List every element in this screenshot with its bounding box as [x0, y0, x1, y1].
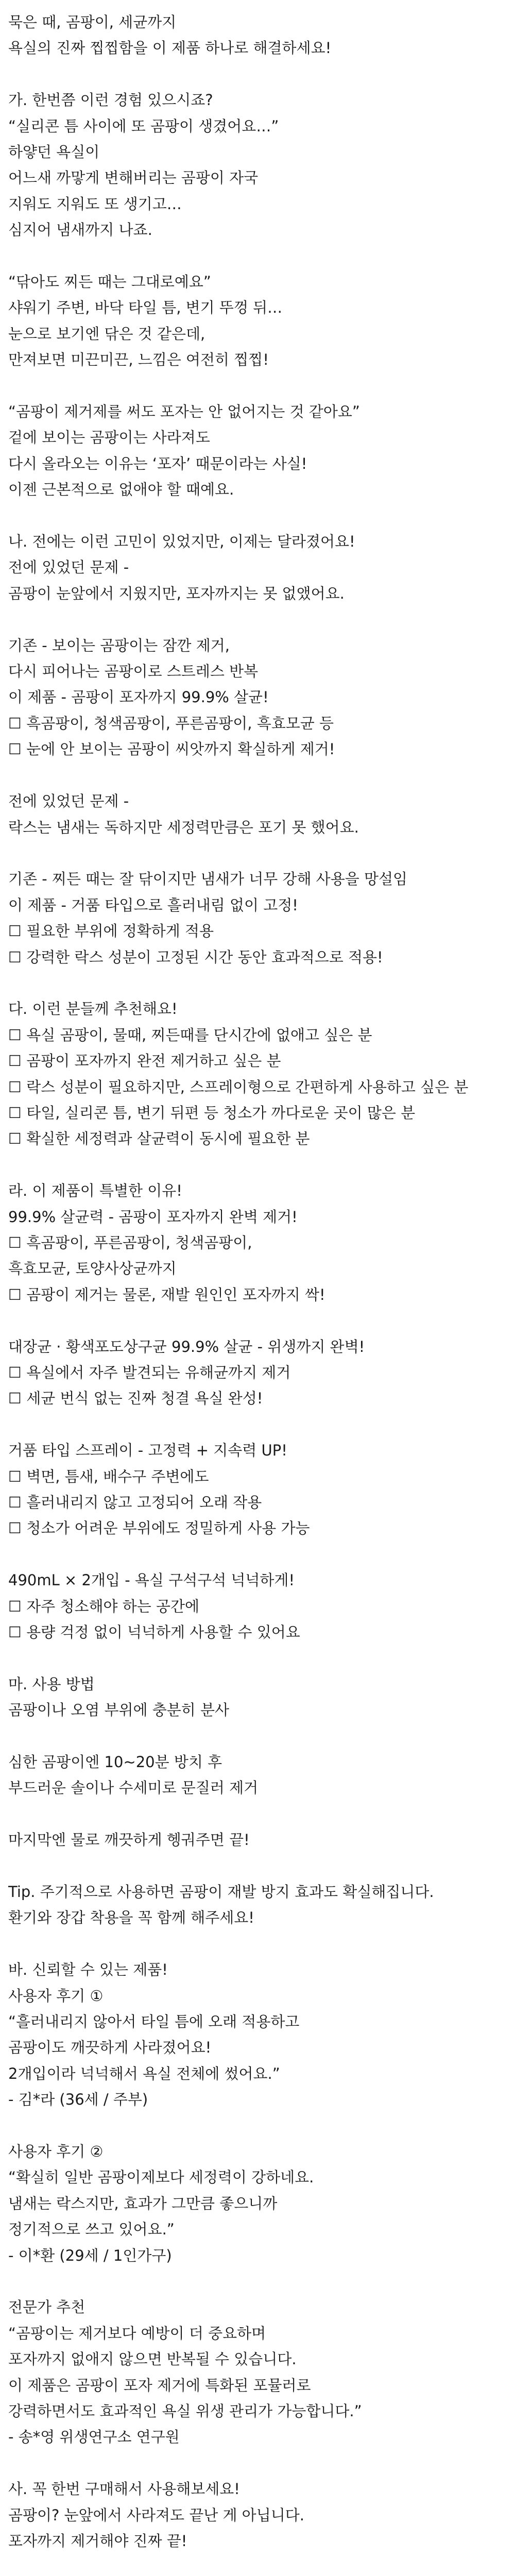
- section-sa-block: [8, 2476, 507, 2554]
- body-text: 지워도 지워도 또 생기고…: [8, 195, 182, 213]
- feature-title: 490mL × 2개입 - 욕실 구석구석 넉넉하게!: [8, 1571, 295, 1589]
- section-ba-block: [8, 1957, 507, 2112]
- feature-title: 거품 타입 스프레이 - 고정력 + 지속력 UP!: [8, 1442, 287, 1460]
- feature-block: [8, 1334, 507, 1412]
- section-heading: 나. 전에는 이런 고민이 있었지만, 이제는 달라졌어요!: [8, 533, 355, 551]
- feature-block: [8, 1437, 507, 1541]
- expert-quote: 강력하면서도 효과적인 욕실 위생 관리가 가능합니다.”: [8, 2402, 362, 2420]
- body-text: 포자까지 제거해야 진짜 끝!: [8, 2532, 187, 2550]
- body-text: 심지어 냄새까지 나죠.: [8, 221, 152, 239]
- expert-recommendation-block: [8, 2294, 507, 2450]
- body-text: 다시 피어나는 곰팡이로 스트레스 반복: [8, 663, 259, 681]
- checklist-item: ☐ 눈에 안 보이는 곰팡이 씨앗까지 확실하게 제거!: [8, 740, 335, 758]
- review-quote: 냄새는 락스지만, 효과가 그만큼 좋으니까: [8, 2194, 278, 2212]
- review-quote: “흘러내리지 않아서 타일 틈에 오래 적용하고: [8, 2013, 300, 2031]
- checklist-item: ☐ 곰팡이 제거는 물론, 재발 원인인 포자까지 싹!: [8, 1285, 325, 1303]
- review-quote: 2개입이라 넉넉해서 욕실 전체에 썼어요.”: [8, 2064, 280, 2082]
- feature-title: 대장균 · 황색포도상구균 99.9% 살균 - 위생까지 완벽!: [8, 1337, 365, 1355]
- checklist-item: ☐ 세균 번식 없는 진짜 청결 욕실 완성!: [8, 1389, 263, 1408]
- section-ga-block: [8, 87, 507, 243]
- review-block: [8, 2139, 507, 2268]
- body-text: 곰팡이 눈앞에서 지웠지만, 포자까지는 못 없앴어요.: [8, 584, 345, 602]
- experience-block: [8, 269, 507, 373]
- body-text: 눈으로 보기엔 닦은 것 같은데,: [8, 325, 205, 343]
- checklist-item: ☐ 흘러내리지 않고 고정되어 오래 작용: [8, 1493, 262, 1511]
- body-text: 하얗던 욕실이: [8, 143, 100, 161]
- section-ma-block: [8, 1671, 507, 1723]
- problem-label: 전에 있었던 문제 -: [8, 792, 129, 810]
- comparison-before: 기존 - 찌든 때는 잘 닦이지만 냄새가 너무 강해 사용을 망설임: [8, 870, 407, 888]
- usage-block: [8, 1827, 507, 1853]
- checklist-item-continuation: 흑효모균, 토양사상균까지: [8, 1260, 177, 1278]
- checklist-item: ☐ 벽면, 틈새, 배수구 주변에도: [8, 1467, 209, 1485]
- comparison-block: [8, 633, 507, 762]
- checklist-item: ☐ 곰팡이 포자까지 완전 제거하고 싶은 분: [8, 1052, 281, 1070]
- review-title: 사용자 후기 ①: [8, 1987, 104, 2005]
- feature-title: 99.9% 살균력 - 곰팡이 포자까지 완벽 제거!: [8, 1208, 298, 1226]
- checklist-item: ☐ 욕실 곰팡이, 물때, 찌든때를 단시간에 없애고 싶은 분: [8, 1026, 372, 1044]
- checklist-item: ☐ 용량 걱정 없이 넉넉하게 사용할 수 있어요: [8, 1623, 300, 1641]
- checklist-item: ☐ 자주 청소해야 하는 공간에: [8, 1597, 200, 1615]
- review-author: - 김*라 (36세 / 주부): [8, 2091, 148, 2109]
- tip-block: [8, 1879, 507, 1931]
- intro-headline-block: [8, 9, 507, 61]
- customer-quote: “실리콘 틈 사이에 또 곰팡이 생겼어요…”: [8, 117, 279, 135]
- section-heading: 마. 사용 방법: [8, 1675, 95, 1693]
- usage-step: 부드러운 솔이나 수세미로 문질러 제거: [8, 1779, 259, 1797]
- usage-step: 심한 곰팡이엔 10~20분 방치 후: [8, 1753, 222, 1771]
- review-quote: “확실히 일반 곰팡이제보다 세정력이 강하네요.: [8, 2168, 314, 2187]
- body-text: 샤워기 주변, 바닥 타일 틈, 변기 뚜껑 뒤…: [8, 299, 283, 317]
- experience-block: [8, 399, 507, 503]
- expert-quote: “곰팡이는 제거보다 예방이 더 중요하며: [8, 2324, 266, 2342]
- body-text: 이젠 근본적으로 없애야 할 때예요.: [8, 481, 234, 499]
- review-title: 사용자 후기 ②: [8, 2143, 104, 2161]
- section-ra-block: [8, 1178, 507, 1308]
- tip-text: Tip. 주기적으로 사용하면 곰팡이 재발 방지 효과도 확실해집니다.: [8, 1883, 434, 1901]
- headline-line: 욕실의 진짜 찝찝함을 이 제품 하나로 해결하세요!: [8, 39, 332, 57]
- expert-quote: 이 제품은 곰팡이 포자 제거에 특화된 포뮬러로: [8, 2376, 311, 2394]
- usage-block: [8, 1749, 507, 1801]
- customer-quote: “닦아도 찌든 때는 그대로예요”: [8, 273, 211, 291]
- body-text: 곰팡이? 눈앞에서 사라져도 끝난 게 아닙니다.: [8, 2506, 304, 2524]
- section-heading: 바. 신뢰할 수 있는 제품!: [8, 1961, 168, 1979]
- section-da-block: [8, 996, 507, 1151]
- section-heading: 사. 꼭 한번 구매해서 사용해보세요!: [8, 2480, 240, 2498]
- problem-label: 전에 있었던 문제 -: [8, 558, 129, 577]
- usage-step: 마지막엔 물로 깨끗하게 헹궈주면 끝!: [8, 1831, 250, 1849]
- expert-author: - 송*영 위생연구소 연구원: [8, 2428, 180, 2446]
- section-na-block: [8, 529, 507, 606]
- review-quote: 곰팡이도 깨끗하게 사라졌어요!: [8, 2039, 212, 2057]
- problem-block: [8, 788, 507, 840]
- checklist-item: ☐ 강력한 락스 성분이 고정된 시간 동안 효과적으로 적용!: [8, 948, 383, 966]
- comparison-after: 이 제품 - 곰팡이 포자까지 99.9% 살균!: [8, 688, 269, 706]
- headline-line: 묵은 때, 곰팡이, 세균까지: [8, 13, 177, 31]
- checklist-item: ☐ 흑곰팡이, 푸른곰팡이, 청색곰팡이,: [8, 1233, 252, 1251]
- usage-step: 곰팡이나 오염 부위에 충분히 분사: [8, 1701, 230, 1719]
- comparison-after: 이 제품 - 거품 타입으로 흘러내림 없이 고정!: [8, 896, 298, 914]
- review-quote: 정기적으로 쓰고 있어요.”: [8, 2221, 175, 2239]
- body-text: 만져보면 미끈미끈, 느낌은 여전히 찝찝!: [8, 351, 269, 369]
- checklist-item: ☐ 흑곰팡이, 청색곰팡이, 푸른곰팡이, 흑효모균 등: [8, 714, 334, 732]
- body-text: 겉에 보이는 곰팡이는 사라져도: [8, 429, 210, 447]
- tip-text: 환기와 장갑 착용을 꼭 함께 해주세요!: [8, 1909, 254, 1927]
- comparison-before: 기존 - 보이는 곰팡이는 잠깐 제거,: [8, 636, 230, 654]
- checklist-item: ☐ 필요한 부위에 정확하게 적용: [8, 922, 214, 940]
- review-author: - 이*환 (29세 / 1인가구): [8, 2246, 172, 2264]
- checklist-item: ☐ 타일, 실리콘 틈, 변기 뒤편 등 청소가 까다로운 곳이 많은 분: [8, 1104, 416, 1122]
- checklist-item: ☐ 청소가 어려운 부위에도 정밀하게 사용 가능: [8, 1519, 310, 1537]
- expert-title: 전문가 추천: [8, 2298, 85, 2316]
- section-heading: 라. 이 제품이 특별한 이유!: [8, 1182, 182, 1200]
- customer-quote: “곰팡이 제거제를 써도 포자는 안 없어지는 것 같아요”: [8, 403, 360, 421]
- checklist-item: ☐ 확실한 세정력과 살균력이 동시에 필요한 분: [8, 1130, 310, 1148]
- comparison-block: [8, 866, 507, 970]
- section-heading: 다. 이런 분들께 추천해요!: [8, 1000, 178, 1018]
- feature-block: [8, 1567, 507, 1645]
- checklist-item: ☐ 욕실에서 자주 발견되는 유해균까지 제거: [8, 1363, 291, 1381]
- section-heading: 가. 한번쯤 이런 경험 있으시죠?: [8, 91, 213, 109]
- body-text: 어느새 까맣게 변해버리는 곰팡이 자국: [8, 169, 259, 187]
- checklist-item: ☐ 락스 성분이 필요하지만, 스프레이형으로 간편하게 사용하고 싶은 분: [8, 1078, 469, 1096]
- body-text: 다시 올라오는 이유는 ‘포자’ 때문이라는 사실!: [8, 454, 307, 472]
- expert-quote: 포자까지 없애지 않으면 반복될 수 있습니다.: [8, 2350, 297, 2368]
- body-text: 락스는 냄새는 독하지만 세정력만큼은 포기 못 했어요.: [8, 818, 359, 836]
